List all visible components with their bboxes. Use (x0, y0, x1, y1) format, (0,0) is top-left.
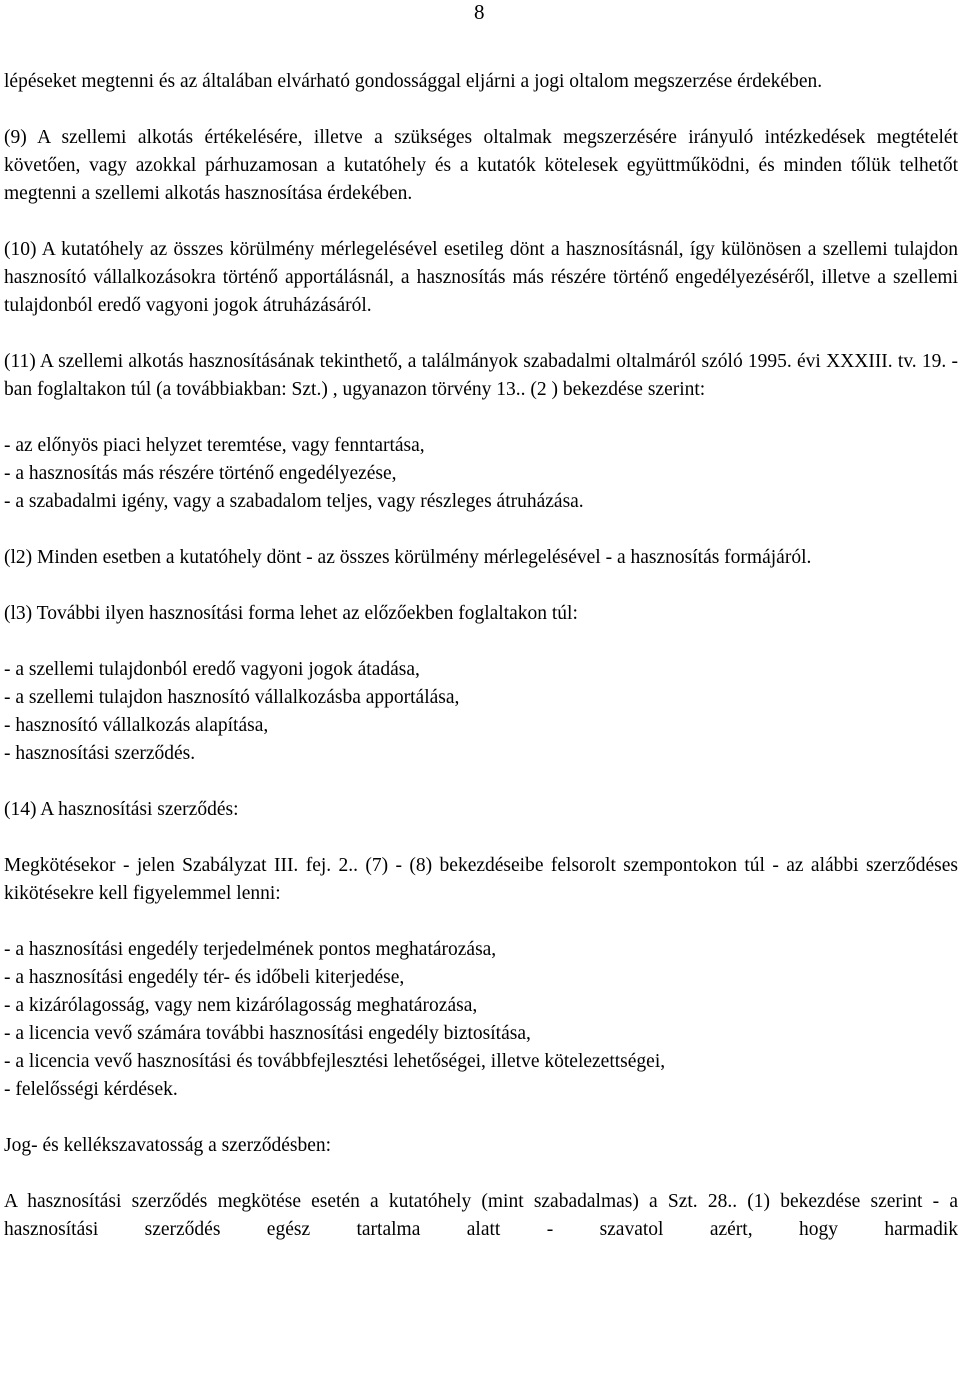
list-item: - a szellemi tulajdon hasznosító vállalkozásba apportálása, (4, 687, 460, 708)
paragraph-9: (9) A szellemi alkotás értékelésére, illetve a szükséges oltalmak megszerzésére irányuló intézkedések megtételét követően, vagy azokkal párhuzamosan a kutatóhely és a kutatók kötelesek együttműködni, és minden tőlük telhetőt megtenni a szellemi alkotás hasznosítása érdekében. (4, 127, 958, 204)
list-item: - a licencia vevő számára további hasznosítási engedély biztosítása, (4, 1023, 531, 1044)
list-item: - hasznosítási szerződés. (4, 743, 196, 764)
list-item: - a hasznosítási engedély terjedelmének pontos meghatározása, (4, 939, 497, 960)
list-item: - a szellemi tulajdonból eredő vagyoni jogok átadása, (4, 659, 420, 680)
paragraph-13: (l3) További ilyen hasznosítási forma lehet az előzőekben foglaltakon túl: (4, 603, 578, 624)
list-item: - a hasznosítási engedély tér- és időbeli kiterjedése, (4, 967, 405, 988)
list-hasznositas-formak (4, 432, 958, 516)
paragraph-12: (l2) Minden esetben a kutatóhely dönt - az összes körülmény mérlegelésével - a hasznosítás formájáról. (4, 547, 812, 568)
list-item: - a hasznosítás más részére történő engedélyezése, (4, 463, 397, 484)
heading-szavatossag: Jog- és kellékszavatosság a szerződésben: (4, 1135, 332, 1156)
list-item: - a licencia vevő hasznosítási és továbbfejlesztési lehetőségei, illetve kötelezettségei, (4, 1051, 666, 1072)
page-number: 8 (474, 0, 485, 24)
list-tovabbi-formak (4, 656, 958, 768)
paragraph-14: (14) A hasznosítási szerződés: (4, 799, 239, 820)
list-item: - a kizárólagosság, vagy nem kizárólagosság meghatározása, (4, 995, 478, 1016)
document-body (4, 68, 958, 1244)
list-item: - felelősségi kérdések. (4, 1079, 178, 1100)
list-item: - hasznosító vállalkozás alapítása, (4, 715, 269, 736)
list-szerzodeses-kikotesek (4, 936, 958, 1104)
paragraph-intro: lépéseket megtenni és az általában elvárható gondossággal eljárni a jogi oltalom megszerzése érdekében. (4, 71, 823, 92)
paragraph-szavatossag: A hasznosítási szerződés megkötése esetén a kutatóhely (mint szabadalmas) a Szt. 28.. (1) bekezdése szerint - a hasznosítási szerződés egész tartalma alatt - szavatol azért, hogy harmadik (4, 1191, 958, 1240)
list-item: - a szabadalmi igény, vagy a szabadalom teljes, vagy részleges átruházása. (4, 491, 584, 512)
paragraph-11: (11) A szellemi alkotás hasznosításának tekinthető, a találmányok szabadalmi oltalmáról szóló 1995. évi XXXIII. tv. 19. -ban foglaltakon túl (a továbbiakban: Szt.) , ugyanazon törvény 13.. (2 ) bekezdése szerint: (4, 351, 958, 400)
list-item: - az előnyös piaci helyzet teremtése, vagy fenntartása, (4, 435, 425, 456)
paragraph-14-detail: Megkötésekor - jelen Szabályzat III. fej. 2.. (7) - (8) bekezdéseibe felsorolt szempontokon túl - az alábbi szerződéses kikötésekre kell figyelemmel lenni: (4, 855, 958, 904)
paragraph-10: (10) A kutatóhely az összes körülmény mérlegelésével esetileg dönt a hasznosításnál, így különösen a szellemi tulajdon hasznosító vállalkozásokra történő apportálásnál, a hasznosítás más részére történő engedélyezéséről, illetve a szellemi tulajdonból eredő vagyoni jogok átruházásáról. (4, 239, 958, 316)
